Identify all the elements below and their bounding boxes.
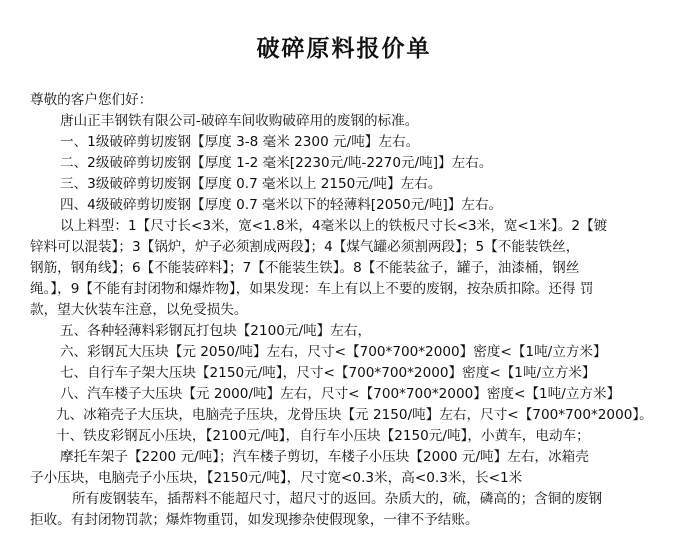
item-9-line: 九、冰箱壳子大压块，电脑壳子压块，龙骨压块【元 2150/吨】左右，尺寸<【700*700*2000】。 [56, 407, 653, 423]
greeting-line: 尊敬的客户您们好： [30, 92, 153, 108]
item-6-line: 六、彩钢瓦大压块【元 2050/吨】左右，尺寸<【700*700*2000】密度<【1吨/立方米】 [60, 344, 607, 360]
material-rules-line-4: 绳。】，9【不能有封闭物和爆炸物】，如果发现：车上有以上不要的废钢，按杂质扣除。还得 罚 [30, 281, 594, 297]
item-10-line: 十、铁皮彩钢瓦小压块，【2100元/吨】，自行车小压块【2150元/吨】，小黄车，电动车； [56, 428, 590, 444]
item-5-line: 五、各种轻薄料彩钢瓦打包块【2100元/吨】左右， [60, 323, 372, 339]
material-rules-line-1: 以上料型：1【尺寸长<3米，宽<1.8米，4毫米以上的铁板尺寸长<3米，宽<1米】。2【镀 [60, 218, 608, 234]
item-10-continued-line-1: 摩托车架子【2200 元/吨】；汽车楼子剪切，车楼子小压块【2000 元/吨】左右，冰箱壳 [60, 449, 589, 465]
rules-line-2: 拒收。有封闭物罚款；爆炸物重罚，如发现掺杂使假现象，一律不予结账。 [30, 512, 479, 528]
item-8-line: 八、汽车楼子大压块【元 2000/吨】左右，尺寸<【700*700*2000】密度<【1吨/立方米】 [60, 386, 621, 402]
item-7-line: 七、自行车子架大压块【2150元/吨】，尺寸<【700*700*2000】密度<【1吨/立方米】 [60, 365, 596, 381]
item-10-continued-line-2: 子小压块，电脑壳子小压块，【2150元/吨】，尺寸宽<0.3米，高<0.3米，长<1米 [30, 470, 523, 486]
material-rules-line-3: 钢筋，钢角线】；6【不能装碎料】；7【不能装生铁】。8【不能装盆子，罐子，油漆桶，钢丝 [30, 260, 580, 276]
rules-line-1: 所有废钢装车，插帮料不能超尺寸，超尺寸的返回。杂质大的，硫，磷高的；含铜的废钢 [72, 491, 603, 507]
grade-2-line: 二、2级破碎剪切废钢【厚度 1-2 毫米[2230元/吨-2270元/吨]】左右。 [60, 155, 493, 171]
intro-line: 唐山正丰钢铁有限公司-破碎车间收购破碎用的废钢的标准。 [60, 113, 419, 129]
document-body [30, 90, 672, 531]
grade-4-line: 四、4级破碎剪切废钢【厚度 0.7 毫米以下的轻薄料[2050元/吨]】左右。 [60, 197, 503, 213]
document-title: 破碎原料报价单 [256, 36, 432, 62]
grade-3-line: 三、3级破碎剪切废钢【厚度 0.7 毫米以上 2150元/吨】左右。 [60, 176, 442, 192]
material-rules-line-2: 锌料可以混装】；3【锅炉，炉子必须割成两段】；4【煤气罐必须割两段】；5【不能装铁丝， [30, 239, 580, 255]
material-rules-line-5: 款，望大伙装车注意，以免受损失。 [30, 302, 248, 318]
grade-1-line: 一、1级破碎剪切废钢【厚度 3-8 毫米 2300 元/吨】左右。 [60, 134, 420, 150]
